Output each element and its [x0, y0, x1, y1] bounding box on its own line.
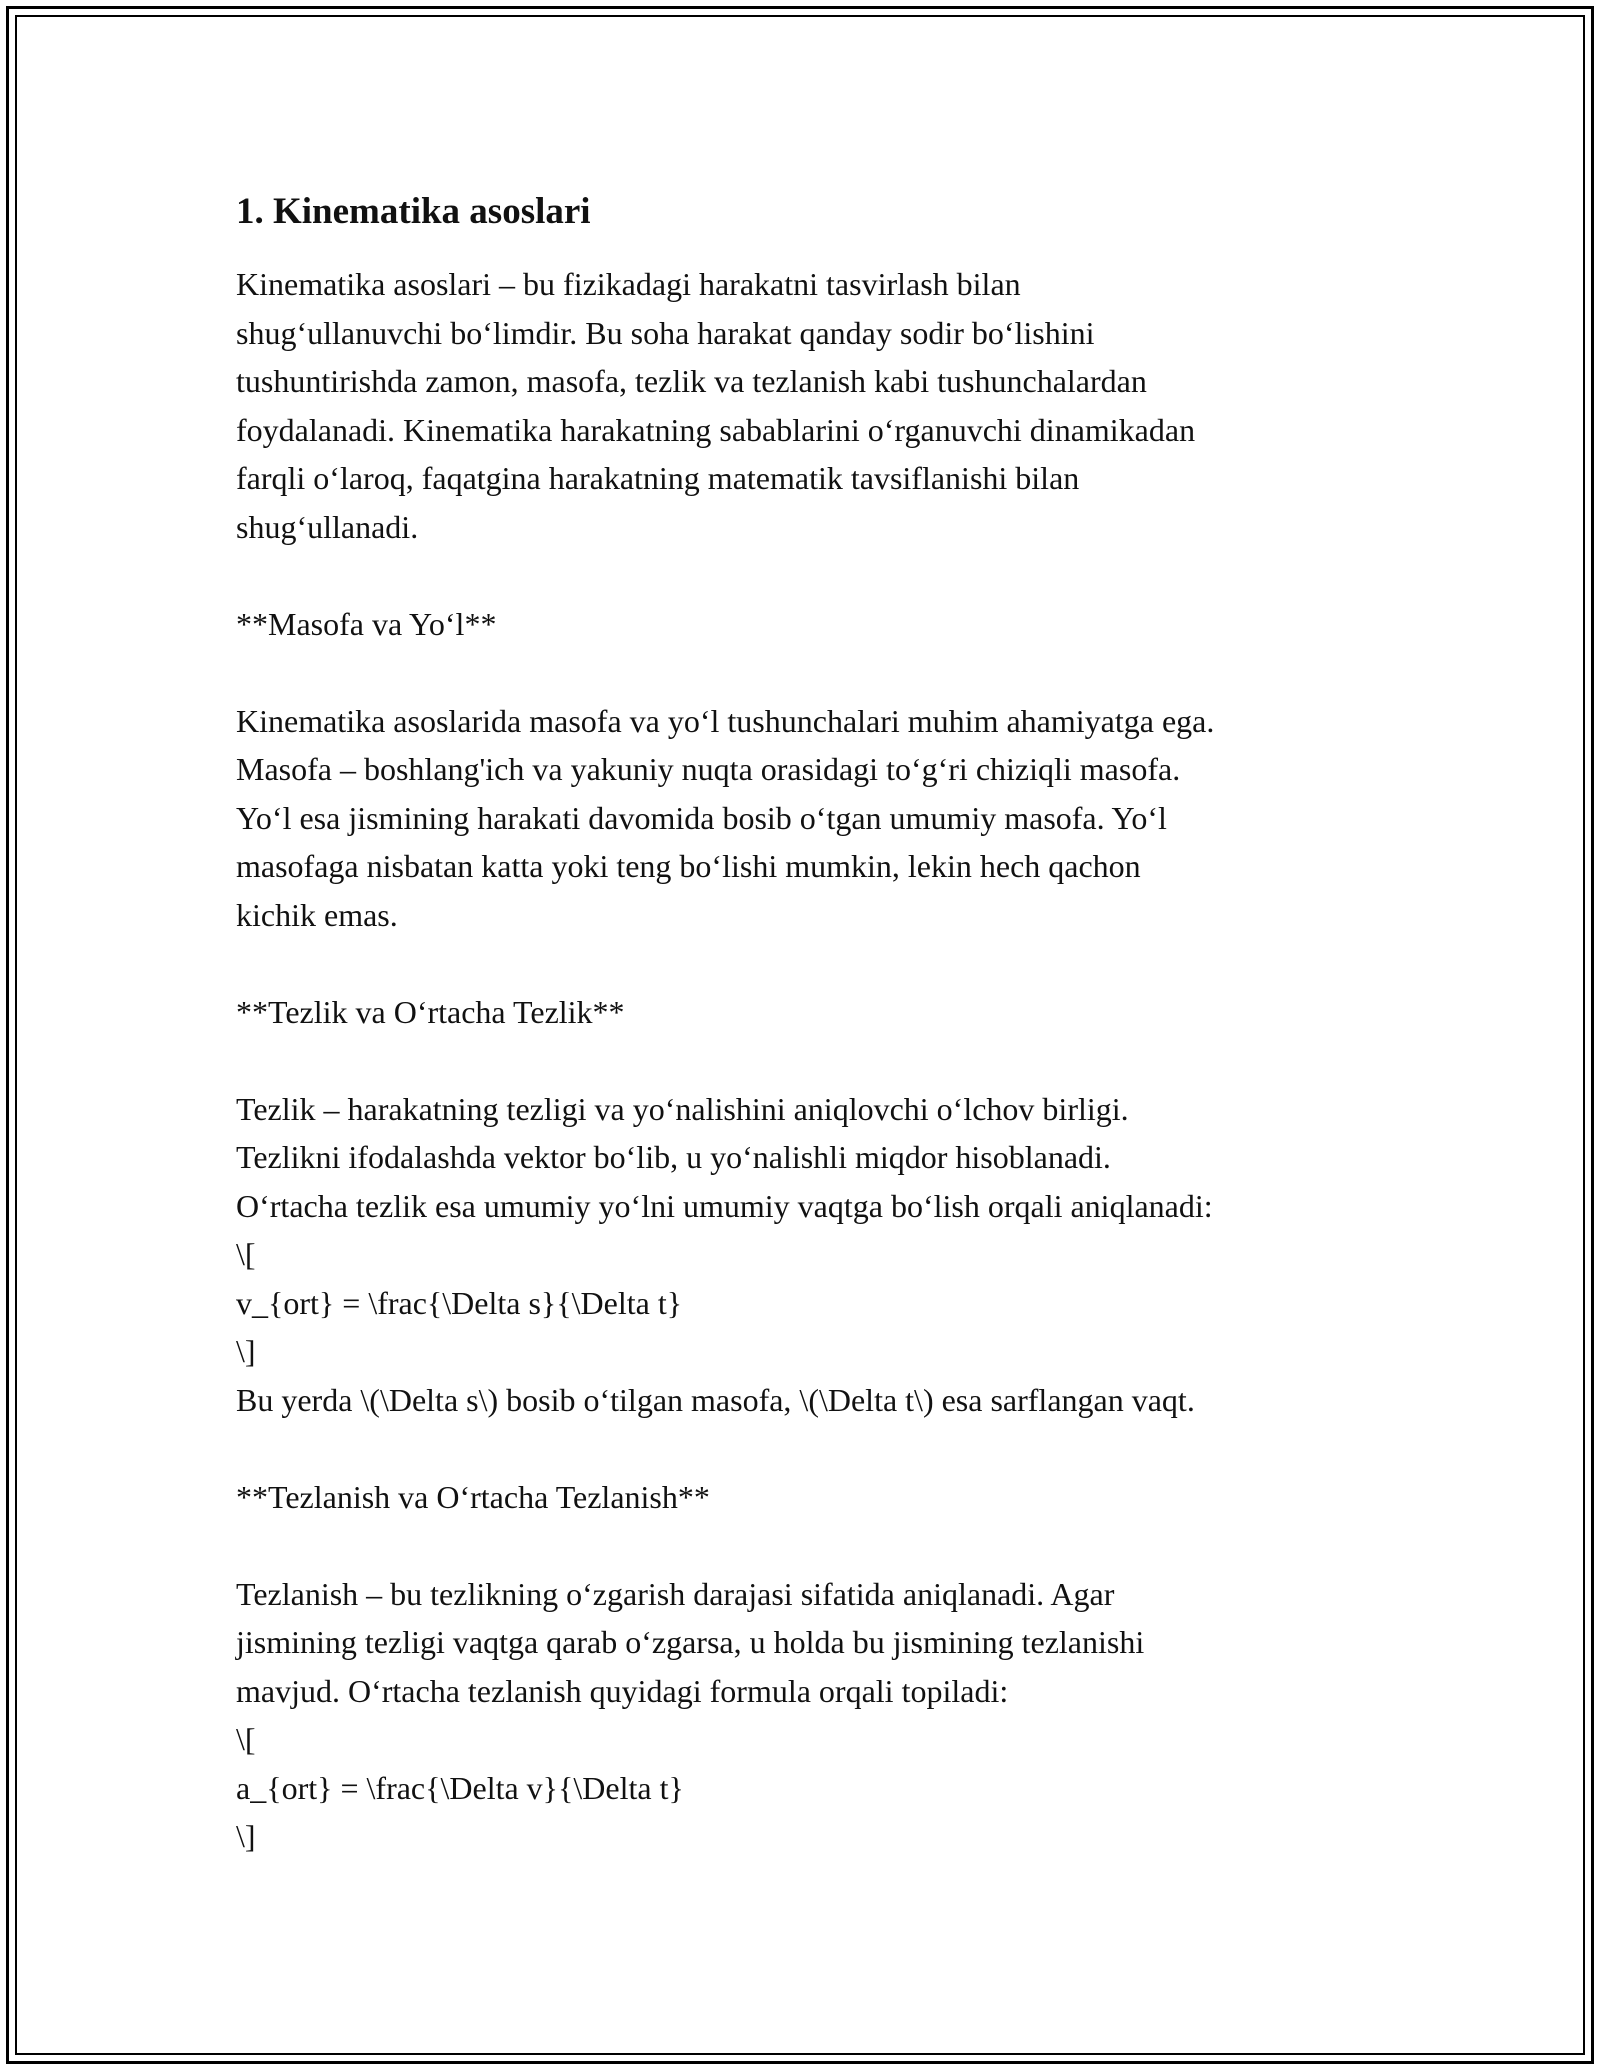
text-line: farqli o‘laroq, faqatgina harakatning matematik tavsiflanishi bilan [236, 460, 1080, 496]
text-line: **Tezlik va O‘rtacha Tezlik** [236, 993, 625, 1030]
text-line: v_{ort} = \frac{\Delta s}{\Delta t} [236, 1284, 683, 1321]
text-line: shug‘ullanuvchi bo‘limdir. Bu soha harakat qanday sodir bo‘lishini [236, 314, 1095, 351]
text-line: shug‘ullanadi. [236, 508, 419, 545]
text-line: Masofa – boshlang'ich va yakuniy nuqta orasidagi to‘g‘ri chiziqli masofa. [236, 751, 1181, 787]
text-line: Bu yerda \(\Delta s\) bosib o‘tilgan masofa, \(\Delta t\) esa sarflangan vaqt. [236, 1381, 1195, 1418]
paragraph [236, 1473, 1366, 1522]
text-line: \[ [236, 1721, 256, 1757]
paragraph [236, 988, 1366, 1037]
text-line: Tezlik – harakatning tezligi va yo‘nalishini aniqlovchi o‘lchov birligi. [236, 1090, 1129, 1127]
text-line: \] [236, 1818, 256, 1854]
text-line: O‘rtacha tezlik esa umumiy yo‘lni umumiy vaqtga bo‘lish orqali aniqlanadi: [236, 1187, 1213, 1224]
paragraph [236, 260, 1366, 551]
text-line: **Tezlanish va O‘rtacha Tezlanish** [236, 1478, 710, 1515]
paragraph-list [236, 260, 1366, 1861]
text-line: **Masofa va Yo‘l** [236, 605, 497, 642]
text-line: Kinematika asoslari – bu fizikadagi harakatni tasvirlash bilan [236, 266, 1021, 302]
text-line: masofaga nisbatan katta yoki teng bo‘lishi mumkin, lekin hech qachon [236, 848, 1141, 884]
text-line: Tezlikni ifodalashda vektor bo‘lib, u yo‘nalishli miqdor hisoblanadi. [236, 1139, 1111, 1175]
text-line: Kinematika asoslarida masofa va yo‘l tushunchalari muhim ahamiyatga ega. [236, 702, 1215, 739]
text-line: \[ [236, 1236, 256, 1272]
section-heading: 1. Kinematika asoslari [236, 191, 591, 232]
text-line: tushuntirishda zamon, masofa, tezlik va tezlanish kabi tushunchalardan [236, 363, 1147, 399]
text-line: foydalanadi. Kinematika harakatning sabablarini o‘rganuvchi dinamikadan [236, 411, 1196, 448]
text-line: Tezlanish – bu tezlikning o‘zgarish darajasi sifatida aniqlanadi. Agar [236, 1575, 1115, 1612]
text-line: \] [236, 1333, 256, 1369]
text-line: mavjud. O‘rtacha tezlanish quyidagi formula orqali topiladi: [236, 1672, 1009, 1709]
text-line: kichik emas. [236, 896, 398, 933]
paragraph [236, 697, 1366, 940]
document-body [236, 186, 1366, 1909]
text-line: a_{ort} = \frac{\Delta v}{\Delta t} [236, 1769, 684, 1806]
paragraph [236, 1570, 1366, 1861]
paragraph [236, 600, 1366, 649]
text-line: jismining tezligi vaqtga qarab o‘zgarsa, u holda bu jismining tezlanishi [236, 1624, 1145, 1660]
paragraph [236, 1085, 1366, 1425]
text-line: Yo‘l esa jismining harakati davomida bosib o‘tgan umumiy masofa. Yo‘l [236, 799, 1167, 836]
